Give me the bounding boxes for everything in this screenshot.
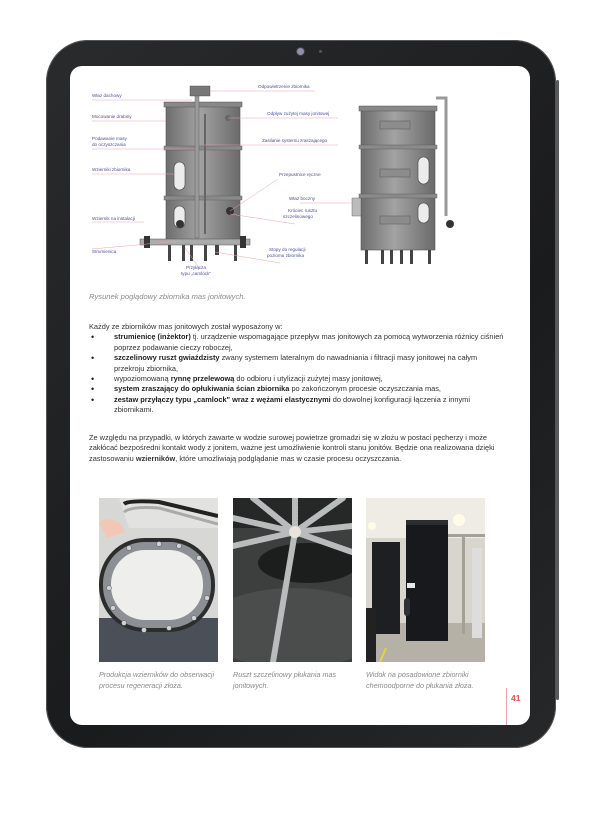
list-item: • szczelinowy ruszt gwiaździsty zwany systemem lateralnym do nawadniania i filtracji masy jonitowej na całym przekroju zbiornika, (89, 353, 509, 374)
intro-text: Każdy ze zbiorników mas jonitowych został wyposażony w: (89, 322, 283, 331)
photo-sight-glass-production (99, 498, 218, 662)
tank-front-view (140, 86, 250, 261)
label-tank-sight-glasses: Wzierniki zbiornika (92, 167, 131, 172)
photo-caption-3: Widok na posadowione zbiorniki chemoodporne do płukania złoża. (366, 670, 474, 690)
label-mass-feed-1: Podawanie masy (92, 136, 127, 141)
label-side-hatch: Właz boczny (289, 196, 316, 201)
list-item: • system zraszający do opłukiwania ścian zbiornika po zakończonym procesie oczyszczania mas, (89, 384, 509, 394)
label-camlock-1: Przyłącza (186, 265, 206, 270)
tank-side-view (352, 98, 454, 264)
label-leveling-feet-2: poziomu zbiornika (267, 253, 305, 258)
page-number-divider (506, 688, 507, 725)
list-item: • zestaw przyłączy typu „camlock" wraz z wężami elastycznymi do dowolnej konfiguracji łączenia z innymi zbiornikami. (89, 395, 509, 416)
photo-slotted-grate (233, 498, 352, 662)
label-mass-feed-2: do oczyszczania (92, 142, 126, 147)
page-number: 41 (511, 693, 521, 703)
label-roof-hatch: Właz dachowy (92, 93, 122, 98)
label-injector: Strumienica (92, 249, 117, 254)
label-grate-stub-2: szczelinowego (283, 214, 313, 219)
sensor-icon (319, 50, 322, 53)
document-page (70, 66, 530, 725)
label-tank-venting: Odpowietrzenie zbiornika (258, 84, 310, 89)
tank-diagram (70, 66, 530, 281)
photo-caption-1: Produkcja wzierników do obserwacji procesu regeneracji złoża. (99, 670, 215, 690)
photo-installed-tanks (366, 498, 485, 662)
equipment-section (89, 322, 509, 416)
diagram-caption: Rysunek poglądowy zbiornika mas jonitowych. (89, 292, 246, 301)
label-spent-mass-outlet: Odpływ zużytej masy jonitowej (267, 111, 330, 116)
tablet-side-button (556, 80, 559, 700)
label-spray-system-supply: Zasilanie systemu zraszającego (262, 138, 328, 143)
equipment-list (89, 332, 509, 415)
list-item: • wypoziomowaną rynnę przelewową do odbioru i utylizacji zużytej masy jonitowej, (89, 374, 509, 384)
label-installation-sight-glass: Wziernik na instalacji (92, 216, 135, 221)
label-camlock-2: typu „camlock" (181, 271, 211, 276)
label-ladder-mount: Mocowanie drabiny (92, 114, 132, 119)
label-grate-stub-1: Króciec rusztu (288, 208, 318, 213)
list-item: • strumienicę (inżektor) tj. urządzenie wspomagające przepływ mas jonitowych za pomocą wytworzenia różnicy ciśnień poprzez podawanie cieczy roboczej, (89, 332, 509, 353)
photo-caption-2: Ruszt szczelinowy płukania mas jonitowych. (233, 670, 337, 690)
label-manual-valves: Przepustnice ręczne (279, 172, 321, 177)
label-leveling-feet-1: Stopy do regulacji (269, 247, 306, 252)
camera-icon (296, 47, 305, 56)
sight-glass-paragraph: Ze względu na przypadki, w których zawarte w wodzie surowej powietrze gromadzi się w złożu w postaci pęcherzy i może zakłócać bezpośredni kontakt wody z jonitem, ważne jest umożliwienie kontroli stanu jonitów. Będzie ona realizowana dzięki zastosowaniu wzierników, które umożliwiają podglądanie mas w czasie procesu oczyszczania. (89, 433, 495, 463)
